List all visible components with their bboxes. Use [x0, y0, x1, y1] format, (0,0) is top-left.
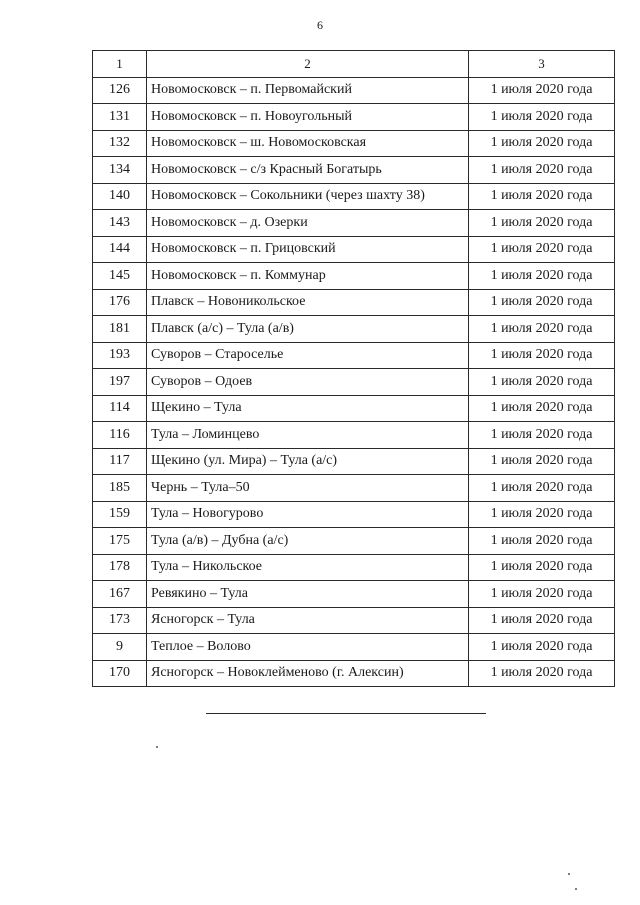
- column-header-number: 1: [93, 51, 147, 78]
- route-name-cell: Новомосковск – Сокольники (через шахту 38): [147, 183, 469, 210]
- route-name-cell: Чернь – Тула–50: [147, 475, 469, 502]
- start-date-cell: 1 июля 2020 года: [469, 395, 615, 422]
- route-number-cell: 131: [93, 104, 147, 131]
- route-number-cell: 144: [93, 236, 147, 263]
- route-name-cell: Тула – Ломинцево: [147, 422, 469, 449]
- route-name-cell: Тула (а/в) – Дубна (а/с): [147, 528, 469, 555]
- route-number-cell: 175: [93, 528, 147, 555]
- table-row: [93, 263, 615, 290]
- routes-table: [92, 50, 615, 687]
- route-name-cell: Новомосковск – п. Грицовский: [147, 236, 469, 263]
- table-row: [93, 634, 615, 661]
- table-row: [93, 183, 615, 210]
- route-name-cell: Суворов – Одоев: [147, 369, 469, 396]
- route-name-cell: Новомосковск – п. Новоугольный: [147, 104, 469, 131]
- route-name-cell: Тула – Новогурово: [147, 501, 469, 528]
- route-name-cell: Суворов – Староселье: [147, 342, 469, 369]
- route-name-cell: Тула – Никольское: [147, 554, 469, 581]
- route-number-cell: 185: [93, 475, 147, 502]
- scan-speck: [568, 873, 570, 875]
- start-date-cell: 1 июля 2020 года: [469, 660, 615, 687]
- route-name-cell: Новомосковск – п. Коммунар: [147, 263, 469, 290]
- route-number-cell: 167: [93, 581, 147, 608]
- route-name-cell: Новомосковск – п. Первомайский: [147, 77, 469, 104]
- route-name-cell: Щекино (ул. Мира) – Тула (а/с): [147, 448, 469, 475]
- column-header-date: 3: [469, 51, 615, 78]
- route-number-cell: 173: [93, 607, 147, 634]
- table-row: [93, 607, 615, 634]
- table-row: [93, 554, 615, 581]
- start-date-cell: 1 июля 2020 года: [469, 528, 615, 555]
- table-row: [93, 660, 615, 687]
- start-date-cell: 1 июля 2020 года: [469, 289, 615, 316]
- table-row: [93, 581, 615, 608]
- start-date-cell: 1 июля 2020 года: [469, 236, 615, 263]
- routes-table-body: [93, 51, 615, 687]
- column-header-route: 2: [147, 51, 469, 78]
- route-number-cell: 116: [93, 422, 147, 449]
- start-date-cell: 1 июля 2020 года: [469, 422, 615, 449]
- route-number-cell: 140: [93, 183, 147, 210]
- start-date-cell: 1 июля 2020 года: [469, 448, 615, 475]
- route-name-cell: Новомосковск – д. Озерки: [147, 210, 469, 237]
- scan-speck: [575, 888, 577, 890]
- start-date-cell: 1 июля 2020 года: [469, 77, 615, 104]
- table-row: [93, 289, 615, 316]
- table-row: [93, 448, 615, 475]
- route-name-cell: Ясногорск – Новоклейменово (г. Алексин): [147, 660, 469, 687]
- table-row: [93, 342, 615, 369]
- table-row: [93, 157, 615, 184]
- start-date-cell: 1 июля 2020 года: [469, 607, 615, 634]
- route-number-cell: 176: [93, 289, 147, 316]
- route-name-cell: Новомосковск – с/з Красный Богатырь: [147, 157, 469, 184]
- table-row: [93, 475, 615, 502]
- table-row: [93, 501, 615, 528]
- route-number-cell: 126: [93, 77, 147, 104]
- route-number-cell: 117: [93, 448, 147, 475]
- start-date-cell: 1 июля 2020 года: [469, 501, 615, 528]
- route-name-cell: Ясногорск – Тула: [147, 607, 469, 634]
- start-date-cell: 1 июля 2020 года: [469, 130, 615, 157]
- start-date-cell: 1 июля 2020 года: [469, 581, 615, 608]
- route-number-cell: 114: [93, 395, 147, 422]
- start-date-cell: 1 июля 2020 года: [469, 263, 615, 290]
- table-header-row: [93, 51, 615, 78]
- table-row: [93, 77, 615, 104]
- page-number: 6: [317, 18, 323, 32]
- route-number-cell: 159: [93, 501, 147, 528]
- route-name-cell: Новомосковск – ш. Новомосковская: [147, 130, 469, 157]
- table-row: [93, 369, 615, 396]
- table-row: [93, 316, 615, 343]
- start-date-cell: 1 июля 2020 года: [469, 554, 615, 581]
- start-date-cell: 1 июля 2020 года: [469, 316, 615, 343]
- route-number-cell: 193: [93, 342, 147, 369]
- route-number-cell: 145: [93, 263, 147, 290]
- route-number-cell: 181: [93, 316, 147, 343]
- table-row: [93, 130, 615, 157]
- route-name-cell: Щекино – Тула: [147, 395, 469, 422]
- start-date-cell: 1 июля 2020 года: [469, 210, 615, 237]
- route-number-cell: 9: [93, 634, 147, 661]
- table-row: [93, 236, 615, 263]
- start-date-cell: 1 июля 2020 года: [469, 104, 615, 131]
- route-name-cell: Теплое – Волово: [147, 634, 469, 661]
- route-name-cell: Ревякино – Тула: [147, 581, 469, 608]
- start-date-cell: 1 июля 2020 года: [469, 475, 615, 502]
- route-number-cell: 132: [93, 130, 147, 157]
- route-number-cell: 178: [93, 554, 147, 581]
- start-date-cell: 1 июля 2020 года: [469, 369, 615, 396]
- route-number-cell: 143: [93, 210, 147, 237]
- route-number-cell: 170: [93, 660, 147, 687]
- scan-speck: [156, 746, 158, 748]
- table-row: [93, 395, 615, 422]
- end-of-document-line: [206, 713, 486, 714]
- route-name-cell: Плавск (а/с) – Тула (а/в): [147, 316, 469, 343]
- route-number-cell: 134: [93, 157, 147, 184]
- route-number-cell: 197: [93, 369, 147, 396]
- table-row: [93, 210, 615, 237]
- start-date-cell: 1 июля 2020 года: [469, 634, 615, 661]
- table-row: [93, 528, 615, 555]
- table-row: [93, 104, 615, 131]
- start-date-cell: 1 июля 2020 года: [469, 342, 615, 369]
- table-row: [93, 422, 615, 449]
- route-name-cell: Плавск – Новоникольское: [147, 289, 469, 316]
- start-date-cell: 1 июля 2020 года: [469, 183, 615, 210]
- start-date-cell: 1 июля 2020 года: [469, 157, 615, 184]
